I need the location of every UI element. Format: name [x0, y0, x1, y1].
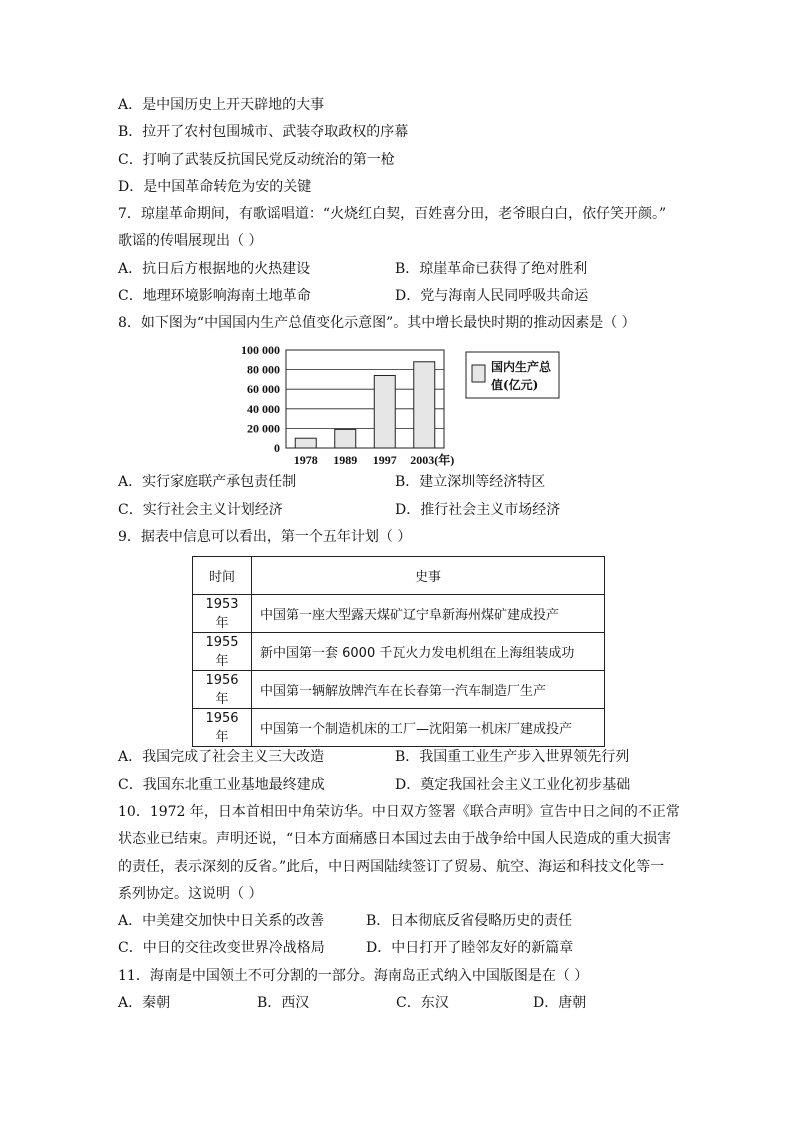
cell-event: 中国第一个制造机床的工厂—沈阳第一机床厂建成投产 [252, 709, 605, 747]
y-tick-label: 100 000 [241, 343, 280, 357]
q11-option-d: D．唐朝 [533, 995, 587, 1011]
q10-stem-line1: 10．1972 年，日本首相田中角荣访华。中日双方签署《联合声明》宣告中日之间的不正常 [118, 804, 680, 820]
legend-swatch [472, 365, 485, 382]
bar [295, 438, 316, 448]
table-row [193, 671, 605, 709]
y-tick-label: 40 000 [247, 401, 280, 416]
q10-option-d: D．中日打开了睦邻友好的新篇章 [366, 940, 574, 956]
q9-option-c: C．我国东北重工业基地最终建成 [118, 777, 325, 793]
bar [414, 362, 435, 448]
q10-stem-line4: 系列协定。这说明（ ） [118, 886, 263, 902]
x-tick-label: 1989 [333, 453, 358, 467]
q10-stem-line2: 状态业已结束。声明还说，“日本方面痛感日本国过去由于战争给中国人民造成的重大损害 [118, 831, 672, 847]
plot-area [286, 350, 444, 448]
q8-stem: 8．如下图为“中国国内生产总值变化示意图”。其中增长最快时期的推动因素是（ ） [118, 315, 636, 331]
header-time: 时间 [193, 557, 252, 595]
history-table [192, 556, 605, 747]
bar [335, 429, 356, 448]
q11-option-c: C．东汉 [396, 995, 449, 1011]
legend-label: 国内生产总 [491, 360, 552, 374]
cell-event: 中国第一座大型露天煤矿辽宁阜新海州煤矿建成投产 [252, 595, 605, 633]
q9-option-b: B．我国重工业生产步入世界领先行列 [395, 749, 630, 765]
cell-time: 1955 年 [193, 633, 252, 671]
q10-option-c: C．中日的交往改变世界冷战格局 [118, 940, 325, 956]
cell-time: 1956 年 [193, 709, 252, 747]
q8-option-b: B．建立深圳等经济特区 [395, 474, 546, 490]
q10-option-b: B．日本彻底反省侵略历史的责任 [366, 913, 573, 929]
q7-option-c: C．地理环境影响海南土地革命 [118, 288, 311, 304]
q7-option-a: A．抗日后方根据地的火热建设 [118, 261, 311, 277]
y-tick-label: 20 000 [247, 421, 280, 436]
legend [466, 352, 559, 398]
x-axis-tick-labels [294, 452, 455, 467]
x-tick-label: 1978 [293, 453, 318, 467]
x-tick-label: 1997 [372, 453, 397, 467]
q9-stem: 9．据表中信息可以看出，第一个五年计划（ ） [118, 529, 412, 545]
cell-time: 1953 年 [193, 595, 252, 633]
q6-option-a: A．是中国历史上开天辟地的大事 [118, 97, 325, 113]
q8-option-c: C．实行社会主义计划经济 [118, 502, 283, 518]
q11-stem: 11．海南是中国领土不可分割的一部分。海南岛正式纳入中国版图是在（ ） [118, 968, 589, 984]
q7-stem-line1: 7．琼崖革命期间，有歌谣唱道：“火烧红白契，百姓喜分田，老爷眼白白，依仔笑开颜。” [118, 206, 667, 222]
gdp-bar-chart [222, 340, 567, 470]
x-tick-label: 2003(年) [410, 453, 455, 467]
table-row [193, 595, 605, 633]
q10-stem-line3: 的责任，表示深刻的反省。”此后，中日两国陆续签订了贸易、航空、海运和科技文化等一 [118, 859, 665, 875]
y-tick-label: 80 000 [247, 362, 280, 377]
q10-option-a: A．中美建交加快中日关系的改善 [118, 913, 325, 929]
q11-option-b: B．西汉 [257, 995, 310, 1011]
q8-option-a: A．实行家庭联产承包责任制 [118, 474, 297, 490]
q6-option-b: B．拉开了农村包围城市、武装夺取政权的序幕 [118, 124, 409, 140]
y-tick-label: 60 000 [247, 382, 280, 397]
legend-label: 值(亿元) [491, 378, 539, 392]
q6-option-d: D．是中国革命转危为安的关键 [118, 179, 312, 195]
q8-option-d: D．推行社会主义市场经济 [395, 502, 561, 518]
cell-event: 中国第一辆解放牌汽车在长春第一汽车制造厂生产 [252, 671, 605, 709]
q9-option-d: D．奠定我国社会主义工业化初步基础 [395, 777, 631, 793]
header-event: 史事 [252, 557, 605, 595]
q7-option-d: D．党与海南人民同呼吸共命运 [395, 288, 589, 304]
y-axis-tick-labels [241, 343, 280, 455]
table-row [193, 709, 605, 747]
bar [374, 375, 395, 448]
table-header-row [193, 557, 605, 595]
q6-option-c: C．打响了武装反抗国民党反动统治的第一枪 [118, 152, 395, 168]
cell-event: 新中国第一套 6000 千瓦火力发电机组在上海组装成功 [252, 633, 605, 671]
q7-stem-line2: 歌谣的传唱展现出（ ） [118, 233, 263, 249]
y-tick-label: 0 [274, 441, 280, 455]
q9-option-a: A．我国完成了社会主义三大改造 [118, 749, 325, 765]
q7-option-b: B．琼崖革命已获得了绝对胜利 [395, 261, 588, 277]
table-row [193, 633, 605, 671]
cell-time: 1956 年 [193, 671, 252, 709]
q11-option-a: A．秦朝 [118, 995, 171, 1011]
